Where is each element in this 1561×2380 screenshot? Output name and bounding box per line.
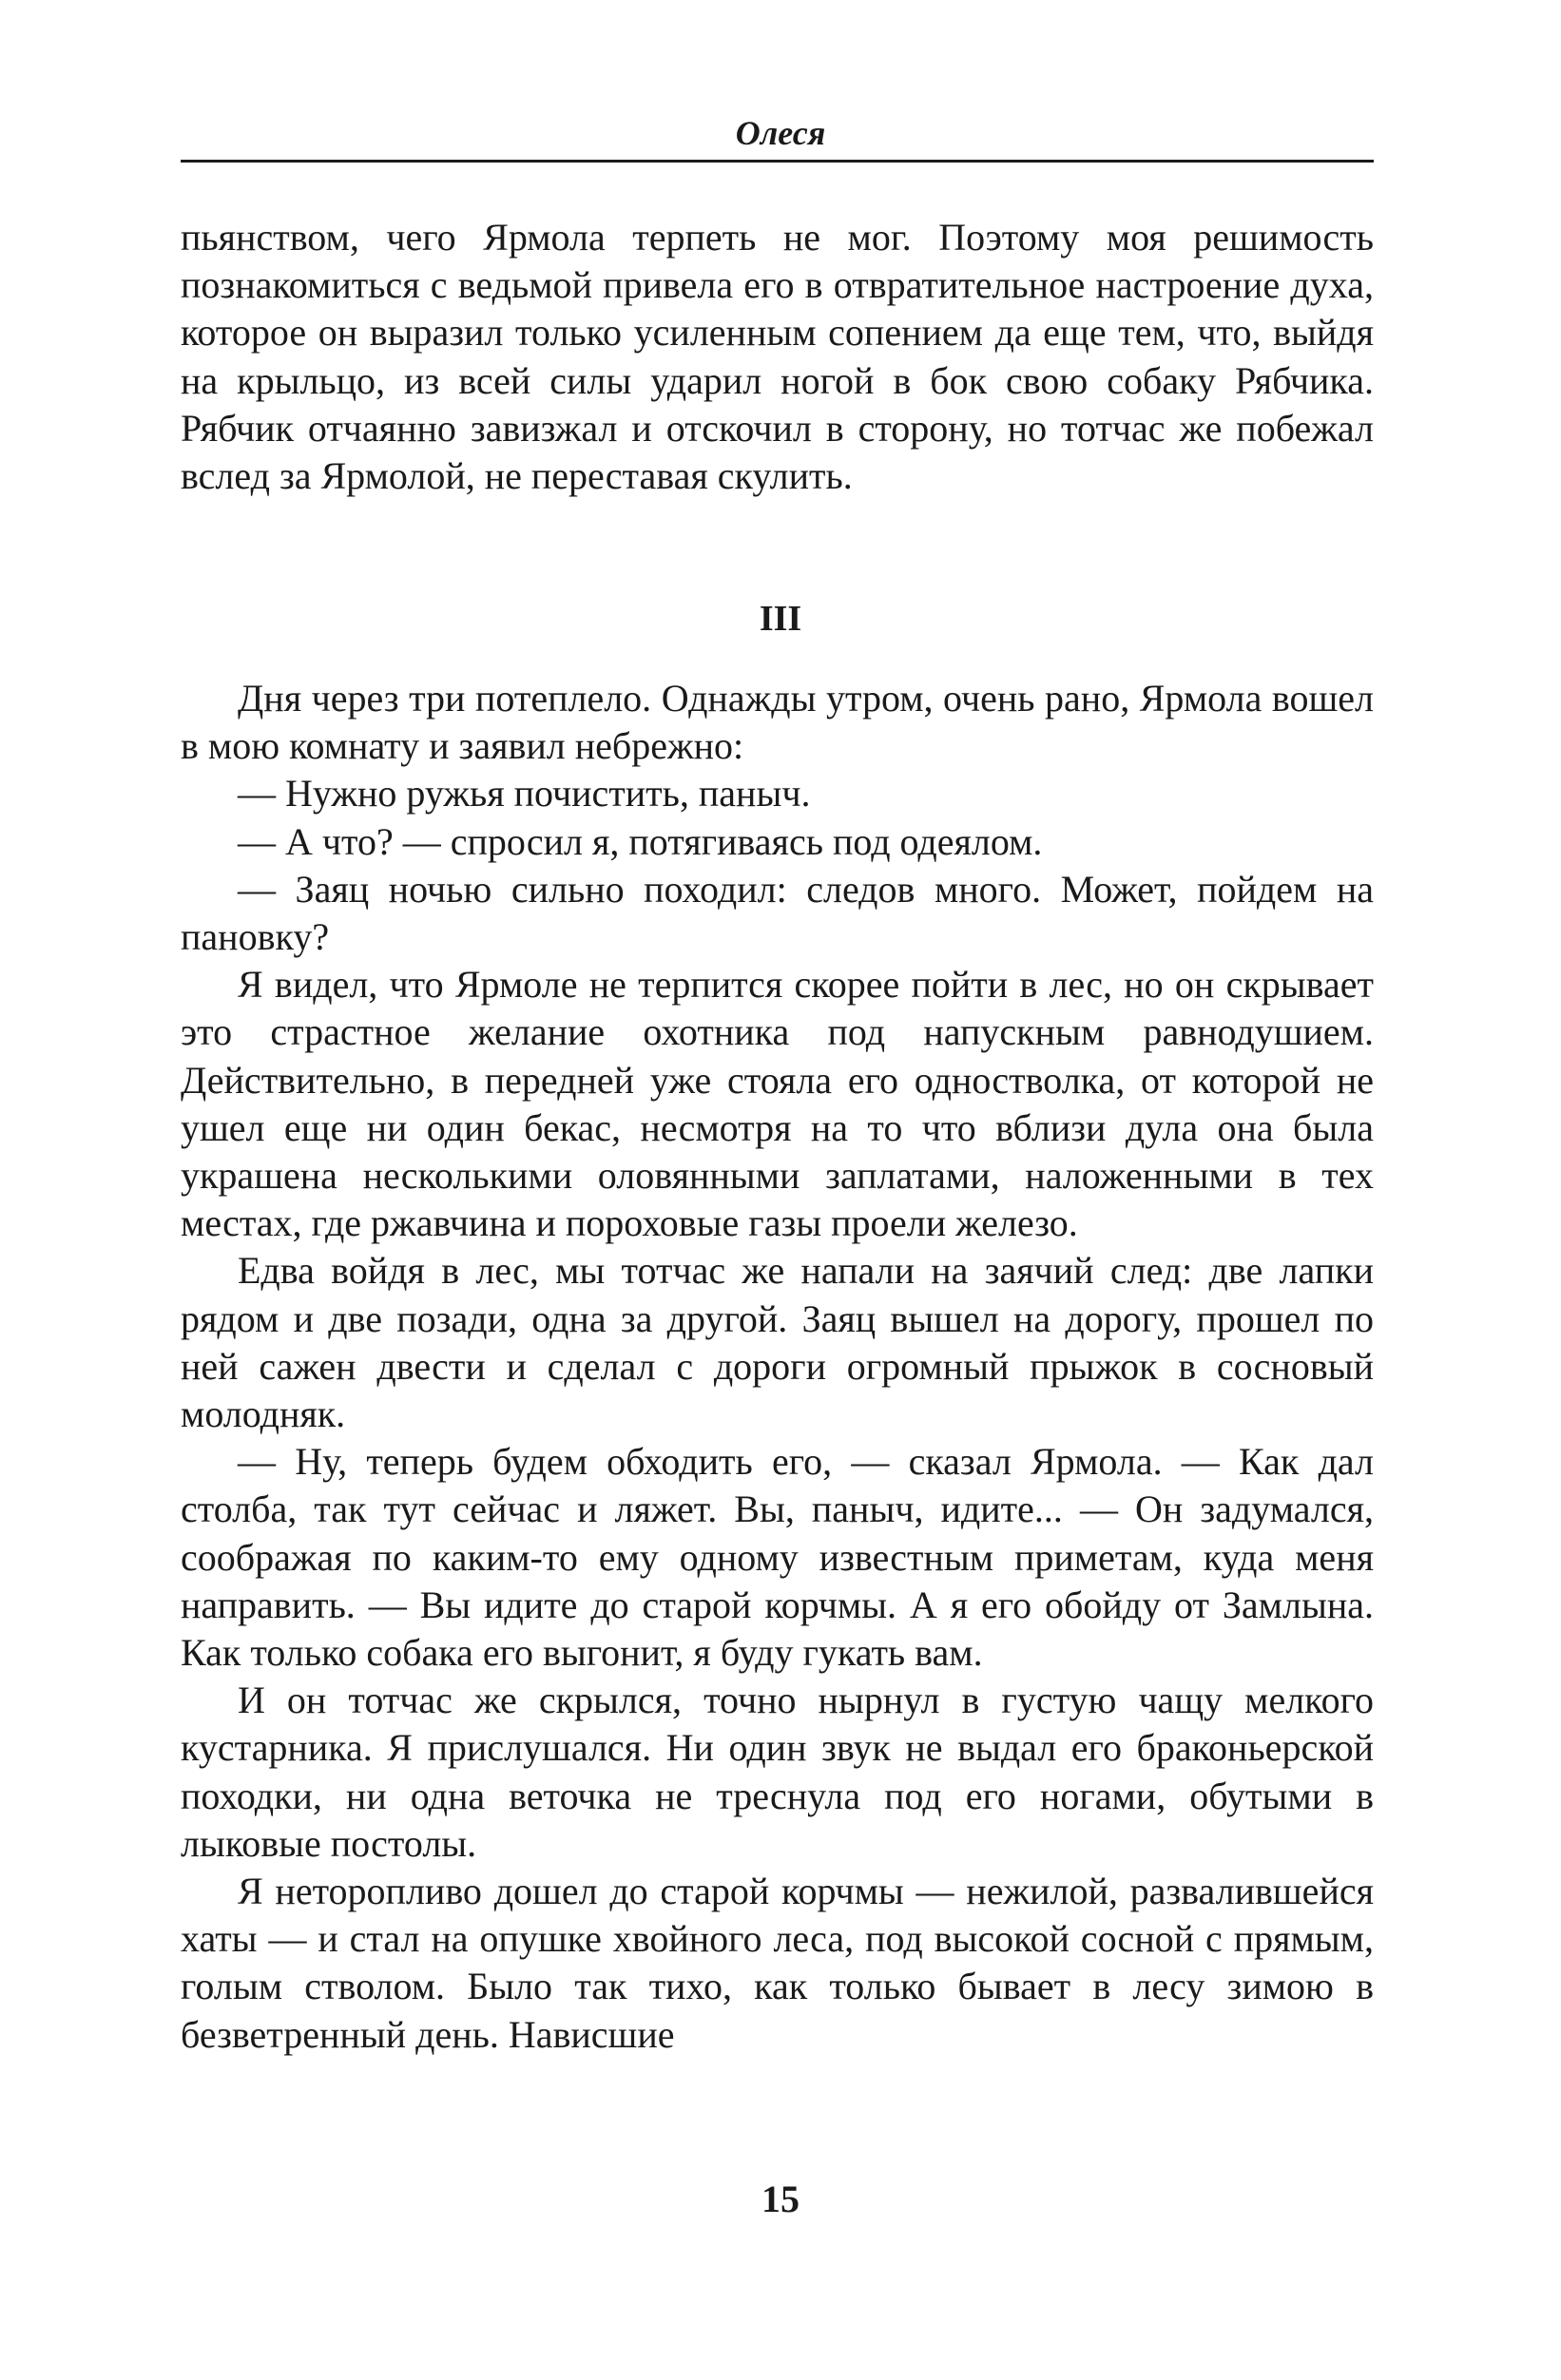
dialogue-line: — А что? — спросил я, потягиваясь под одеялом.	[238, 819, 1043, 863]
dialogue-line: — Нужно ружья почистить, паныч.	[238, 772, 811, 816]
chapter-heading: III	[759, 599, 802, 639]
paragraph: И он тотчас же скрылся, точно нырнул в густую чащу мелкого кустарника. Я прислушался. Ни один звук не выдал его браконьерской походки, ни одна веточка не треснула под его ногами, обутыми в лыковые постолы.	[181, 1679, 1374, 1865]
paragraph-continued: пьянством, чего Ярмола терпеть не мог. Поэтому моя решимость познакомиться с ведьмой привела его в отвратительное настроение духа, которое он выразил только усиленным сопением да еще тем, что, выйдя на крыльцо, из всей силы ударил ногой в бок свою собаку Рябчика. Рябчик отчаянно завизжал и отскочил в сторону, но тотчас же побежал вслед за Ярмолой, не переставая скулить.	[181, 216, 1374, 498]
header-divider	[181, 160, 1374, 163]
paragraph: Я неторопливо дошел до старой корчмы — нежилой, развалившейся хаты — и стал на опушке хвойного леса, под высокой сосной с прямым, голым стволом. Было так тихо, как только бывает в лесу зимою в безветренный день. Нависшие	[181, 1870, 1374, 2056]
page-number: 15	[761, 2178, 800, 2220]
running-header: Олеся	[735, 114, 826, 152]
paragraph: Едва войдя в лес, мы тотчас же напали на заячий след: две лапки рядом и две позади, одна за другой. Заяц вышел на дорогу, прошел по ней сажен двести и сделал с дороги огромный прыжок в сосновый молодняк.	[181, 1249, 1374, 1436]
paragraph: Дня через три потеплело. Однажды утром, очень рано, Ярмола вошел в мою комнату и заявил небрежно:	[181, 677, 1374, 768]
dialogue-line: — Заяц ночью сильно походил: следов много. Может, пойдем на пановку?	[181, 867, 1374, 959]
chapter-body	[181, 675, 1374, 2059]
paragraph: Я видел, что Ярмоле не терпится скорее пойти в лес, но он скрывает это страстное желание охотника под напускным равнодушием. Действительно, в передней уже стояла его одностволка, от которой не ушел еще ни один бекас, несмотря на то что вблизи дула она была украшена несколькими оловянными заплатами, наложенными в тех местах, где ржавчина и пороховые газы проели железо.	[181, 963, 1374, 1245]
dialogue-line: — Ну, теперь будем обходить его, — сказал Ярмола. — Как дал столба, так тут сейчас и ляжет. Вы, паныч, идите... — Он задумался, соображая по каким-то ему одному известным приметам, куда меня направить. — Вы идите до старой корчмы. А я его обойду от Замлына. Как только собака его выгонит, я буду гукать вам.	[181, 1440, 1374, 1675]
intro-text-block	[181, 214, 1374, 500]
